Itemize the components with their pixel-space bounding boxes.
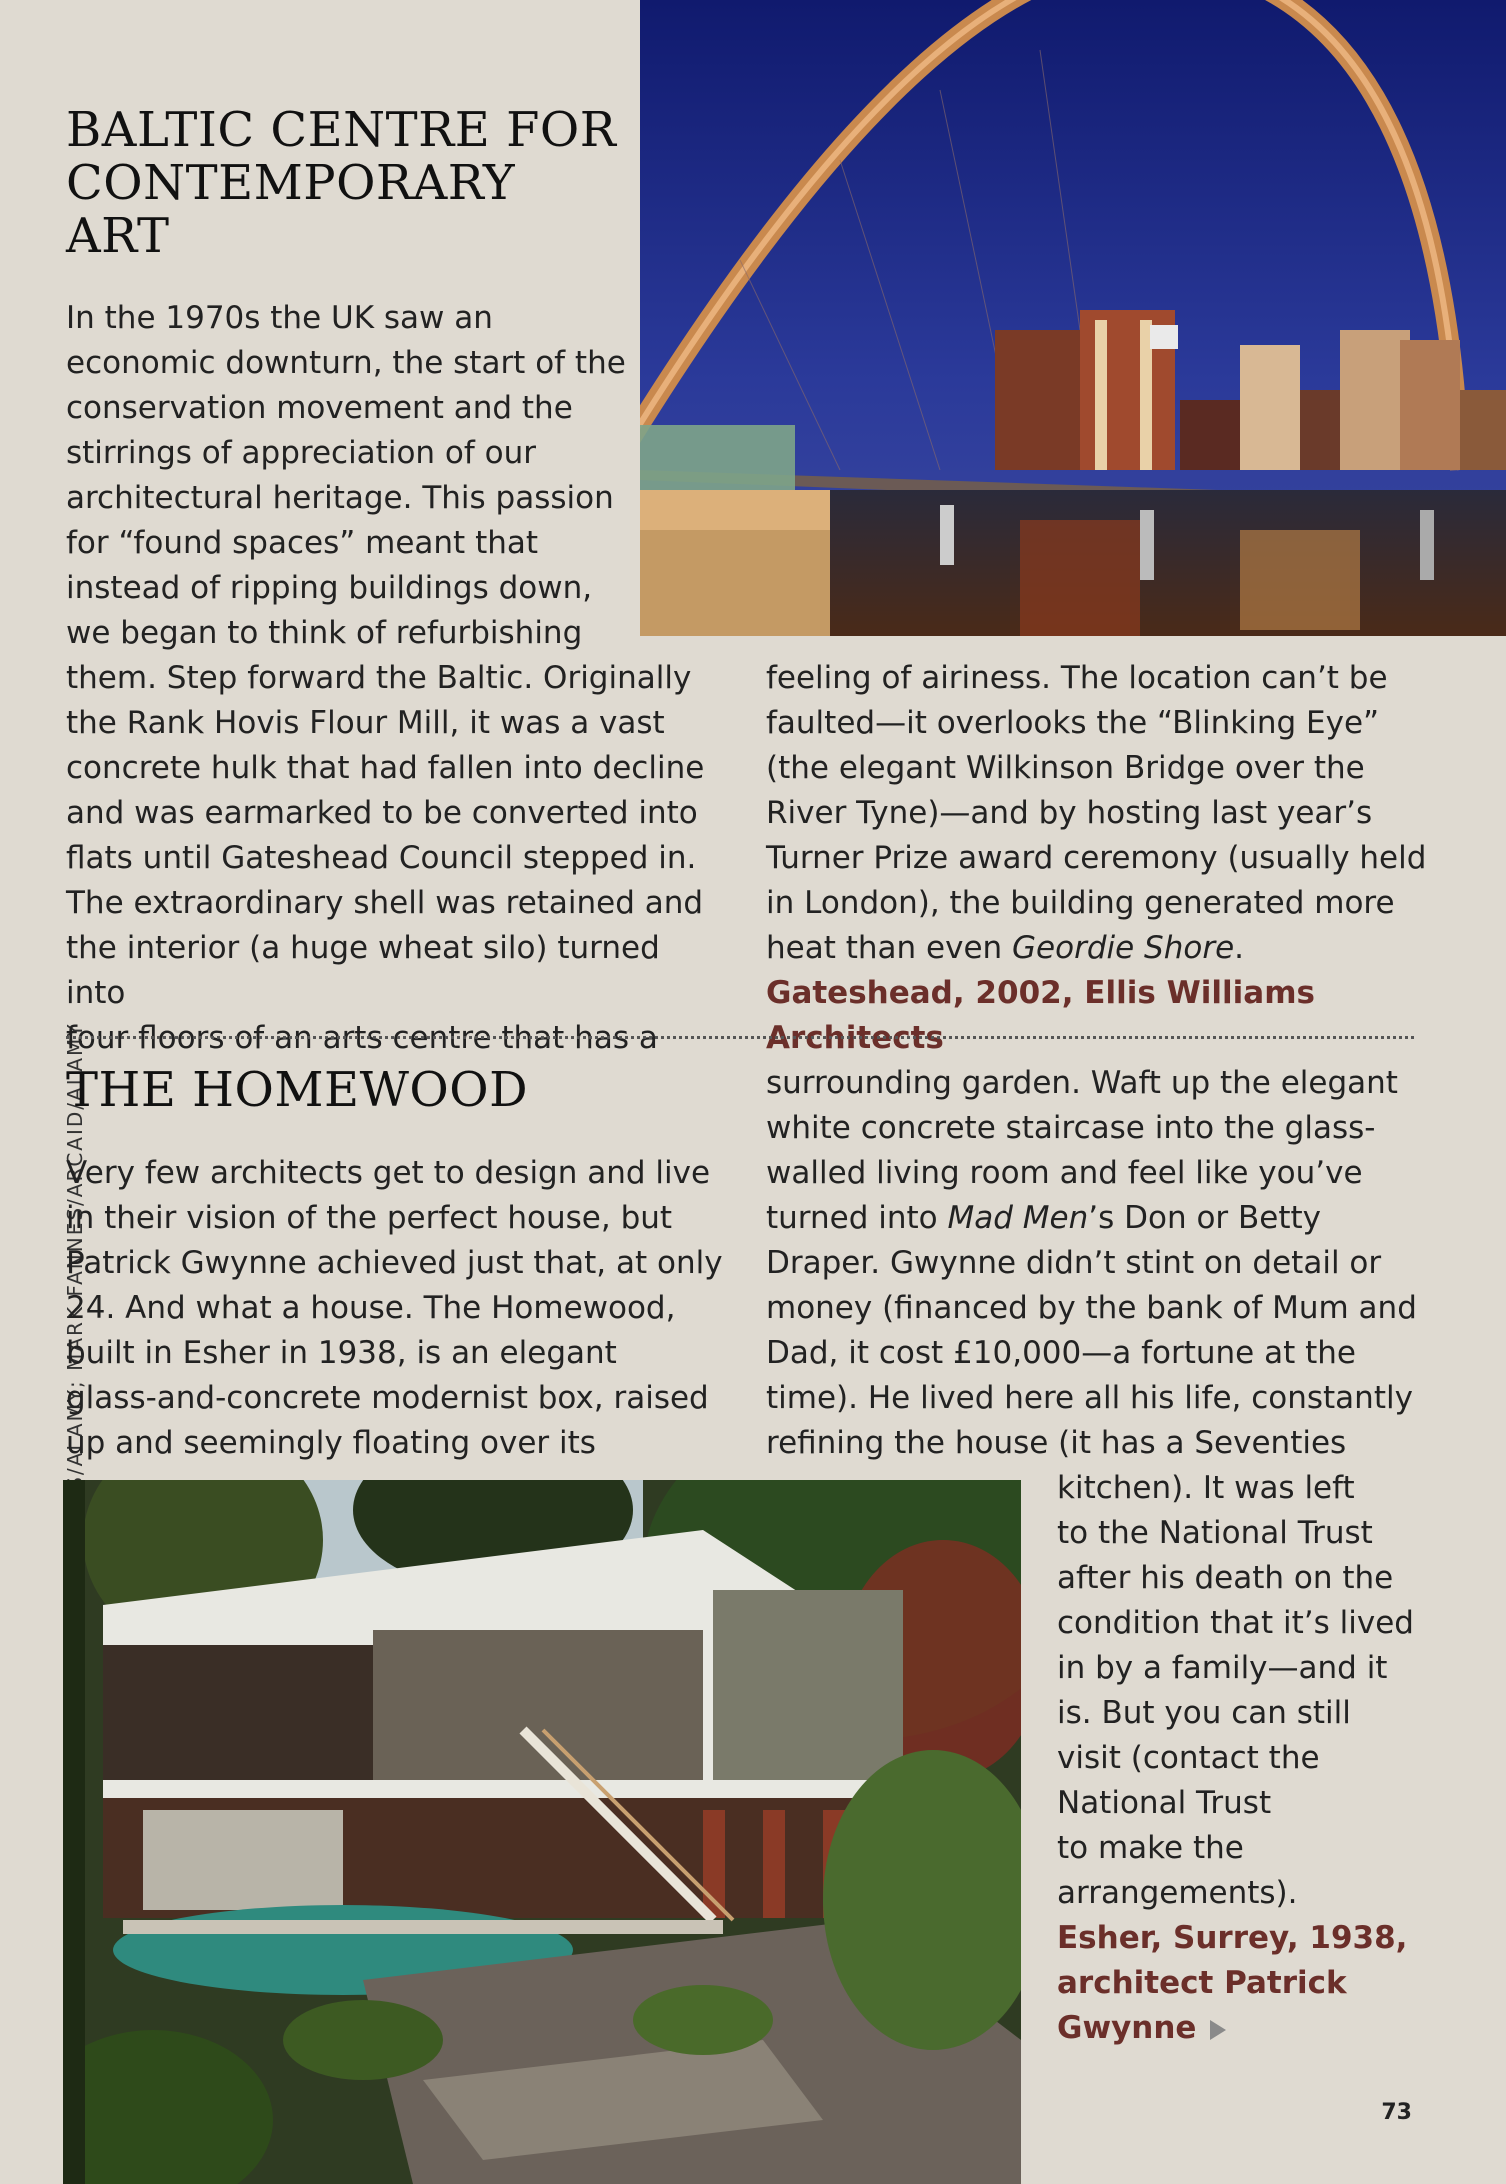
photo-credit: IMAGES/ALAMY; MARK FANNES/ARCAID/ALAMY xyxy=(63,1022,87,1565)
text-run: . xyxy=(1234,930,1245,966)
baltic-body-col1: In the 1970s the UK saw an economic downturn, the start of the conservation movement and the stirrings of appreciation of our architectural heritage. This passion for “found spaces” meant that instead of ripping buildings down, we began to think of refurbishing them. Step forward the Baltic. Originally the Rank Hovis Flour Mill, it was a vast concrete hulk that had fallen into decline and was earmarked to be converted into flats until Gateshead Council stepped in. The extraordinary shell was retained and the interior (a huge wheat silo) turned into four floors of an arts centre that has a xyxy=(66,300,705,1056)
baltic-bridge-photo xyxy=(640,0,1506,636)
text-run: turned into xyxy=(766,1200,948,1236)
text-run: heat than even xyxy=(766,930,1013,966)
section-divider xyxy=(66,1036,1414,1039)
homewood-body-col1: Very few architects get to design and live in their vision of the perfect house, but Patrick Gwynne achieved just that, at only 24. And what a house. The Homewood, built in Esher in 1938, is an elegant glass-and-concrete modernist box, raised up and seemingly floating over its xyxy=(66,1155,723,1461)
text-run: ’s Don or Betty xyxy=(1088,1200,1322,1236)
homewood-credit: Esher, Surrey, 1938, architect Patrick Gwynne xyxy=(1057,1920,1408,2046)
homewood-title: THE HOMEWOOD xyxy=(66,1062,529,1118)
homewood-house-photo xyxy=(63,1480,1021,2184)
homewood-body-col2: surrounding garden. Waft up the elegant white concrete staircase into the glass- walled living room and feel like you’ve turned into Mad Men’s Don or Betty Draper. Gwynne didn’t stint on detail or money (financed by the bank of Mum and Dad, it cost £10,000—a fortune at the time). He lived here all his life, constantly refining the house (it has a Seventies xyxy=(766,1065,1417,1461)
baltic-credit: Gateshead, 2002, Ellis Williams Architects xyxy=(766,975,1315,1056)
baltic-title: BALTIC CENTRE FOR CONTEMPORARY ART xyxy=(66,102,617,264)
baltic-body-col2: feeling of airiness. The location can’t be faulted—it overlooks the “Blinking Eye” (the elegant Wilkinson Bridge over the River Tyne)—and by hosting last year’s Turner Prize award ceremony (usually held in London), the building generated more heat than even Geordie Shore. Gateshead, 2002, Ellis Williams Architects xyxy=(766,656,1446,1061)
homewood-body-narrow: kitchen). It was left to the National Trust after his death on the condition that it’s lived in by a family—and it is. But you can still visit (contact the National Trust to make the arrangements). Esher, Surrey, 1938, architect Patrick Gwynne xyxy=(1057,1466,1457,2051)
show-title: Mad Men xyxy=(947,1200,1089,1236)
page-number: 73 xyxy=(1381,2100,1412,2125)
play-triangle-icon xyxy=(1210,2020,1226,2040)
show-title: Geordie Shore xyxy=(1012,930,1235,966)
